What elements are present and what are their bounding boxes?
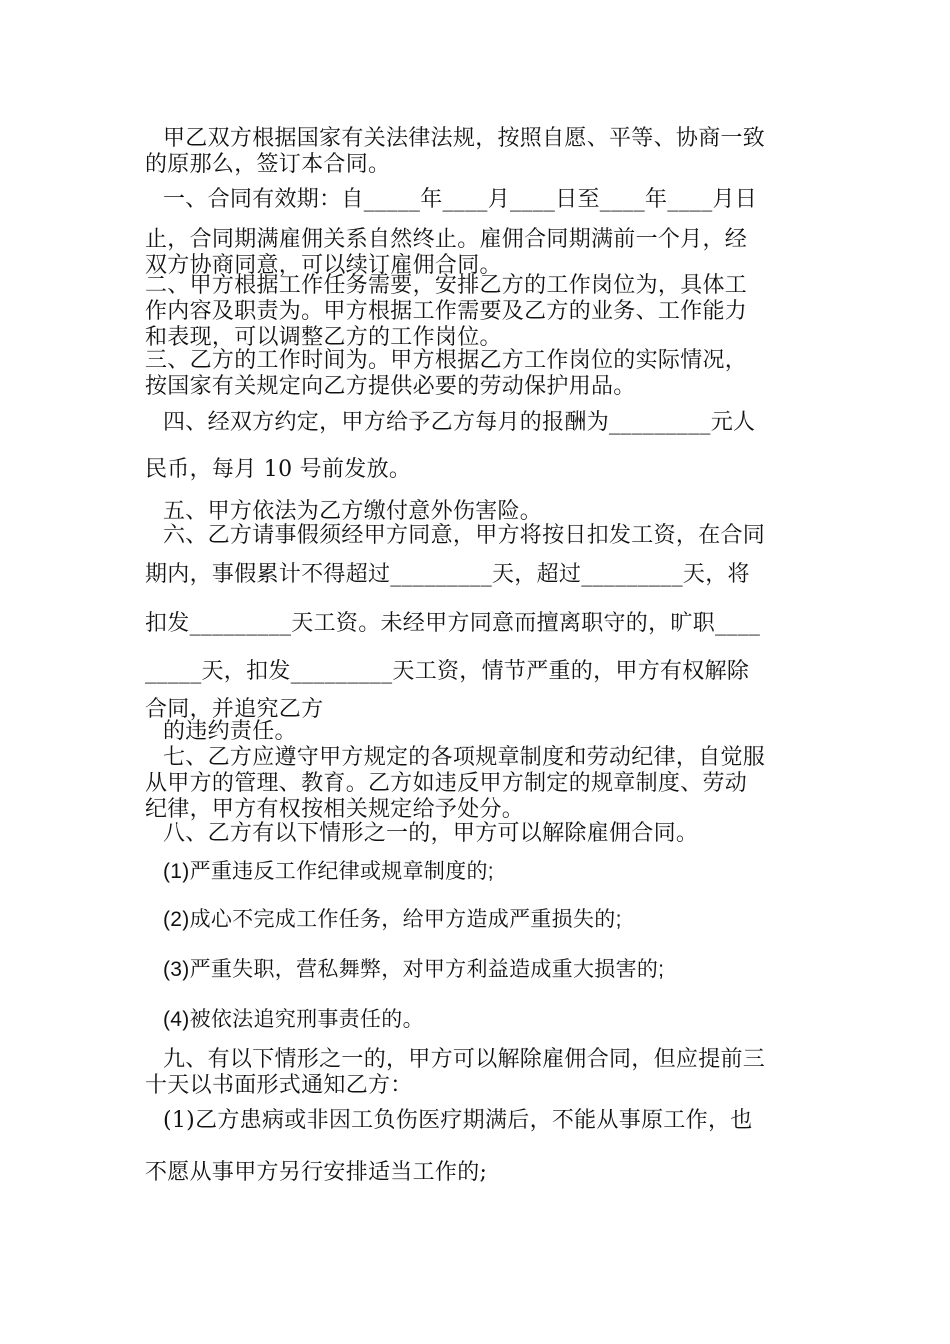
text-line: 二、甲方根据工作任务需要，安排乙方的工作岗位为，具体工 — [145, 273, 748, 298]
text-line: 三、乙方的工作时间为。甲方根据乙方工作岗位的实际情况， — [145, 348, 748, 373]
text-line: 八、乙方有以下情形之一的，甲方可以解除雇佣合同。 — [163, 821, 699, 846]
text-line: 民币，每月 10 号前发放。 — [145, 457, 412, 482]
text-line: 五、甲方依法为乙方缴付意外伤害险。 — [163, 499, 543, 524]
text-line: 不愿从事甲方另行安排适当工作的; — [145, 1160, 488, 1185]
text-line: _____天，扣发_________天工资，情节严重的，甲方有权解除 — [145, 659, 750, 684]
text-line: 的原那么，签订本合同。 — [145, 152, 391, 177]
text-line: 的违约责任。 — [163, 719, 297, 744]
text-line: 期内，事假累计不得超过_________天，超过_________天，将 — [145, 562, 750, 587]
text-line: 合同，并追究乙方 — [145, 697, 324, 722]
text-line: 九、有以下情形之一的，甲方可以解除雇佣合同，但应提前三 — [163, 1047, 766, 1072]
text-line: (4)被依法追究刑事责任的。 — [163, 1008, 424, 1031]
text-line: 四、经双方约定，甲方给予乙方每月的报酬为_________元人 — [163, 410, 756, 435]
text-line: (1)严重违反工作纪律或规章制度的; — [163, 860, 494, 883]
text-line: 甲乙双方根据国家有关法律法规，按照自愿、平等、协商一致 — [163, 126, 766, 151]
text-line: 扣发_________天工资。未经甲方同意而擅离职守的，旷职____ — [145, 611, 761, 636]
text-line: 作内容及职责为。甲方根据工作需要及乙方的业务、工作能力 — [145, 299, 748, 324]
text-line: 六、乙方请事假须经甲方同意，甲方将按日扣发工资，在合同 — [163, 523, 766, 548]
text-line: (1)乙方患病或非因工负伤医疗期满后，不能从事原工作，也 — [163, 1108, 753, 1133]
text-line: 双方协商同意，可以续订雇佣合同。 — [145, 253, 502, 278]
text-line: (2)成心不完成工作任务，给甲方造成严重损失的; — [163, 908, 622, 931]
text-line: (3)严重失职，营私舞弊，对甲方利益造成重大损害的; — [163, 958, 665, 981]
text-line: 和表现，可以调整乙方的工作岗位。 — [145, 325, 502, 350]
text-line: 七、乙方应遵守甲方规定的各项规章制度和劳动纪律，自觉服 — [163, 745, 766, 770]
text-line: 止，合同期满雇佣关系自然终止。雇佣合同期满前一个月，经 — [145, 227, 748, 252]
text-line: 一、合同有效期：自_____年____月____日至____年____月日 — [163, 187, 758, 212]
text-line: 按国家有关规定向乙方提供必要的劳动保护用品。 — [145, 374, 636, 399]
text-line: 从甲方的管理、教育。乙方如违反甲方制定的规章制度、劳动 — [145, 771, 748, 796]
text-line: 十天以书面形式通知乙方： — [145, 1073, 413, 1098]
text-line: 纪律，甲方有权按相关规定给予处分。 — [145, 797, 525, 822]
